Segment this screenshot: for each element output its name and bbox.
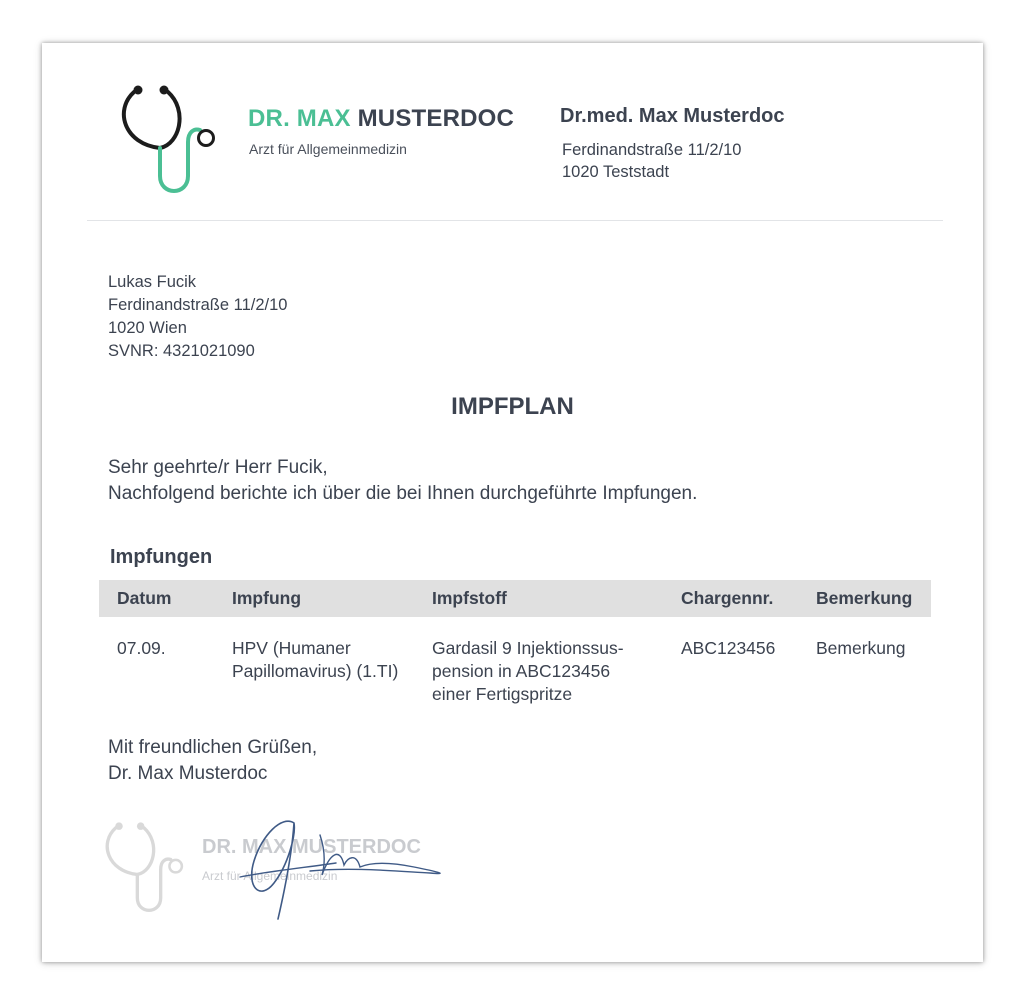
brand-dr: DR. MAX — [248, 105, 351, 132]
greeting — [108, 455, 697, 507]
cell-impfstoff-line: Gardasil 9 Injektionssus- — [432, 638, 624, 658]
greeting-salutation: Sehr geehrte/r Herr Fucik, — [108, 457, 328, 478]
recipient-name: Lukas Fucik — [108, 273, 197, 291]
recipient-city: 1020 Wien — [108, 319, 187, 337]
doctor-stamp — [104, 813, 444, 923]
doctor-address-street: Ferdinandstraße 11/2/10 — [562, 141, 742, 159]
column-header-bemerkung: Bemerkung — [816, 588, 913, 608]
header-divider — [87, 220, 943, 221]
cell-impfung-line: Papillomavirus) (1.TI) — [232, 661, 399, 681]
column-header-chargennr: Chargennr. — [681, 588, 774, 608]
vaccination-table — [99, 580, 931, 706]
letter-page — [42, 43, 983, 962]
table-row — [99, 617, 931, 706]
closing — [108, 735, 317, 787]
column-header-datum: Datum — [117, 588, 172, 608]
stamp-stethoscope-icon — [104, 817, 184, 917]
closing-signatory: Dr. Max Musterdoc — [108, 763, 268, 784]
cell-bemerkung: Bemerkung — [816, 638, 906, 658]
cell-impfung — [214, 617, 414, 706]
cell-chargennr: ABC123456 — [681, 638, 776, 658]
recipient-svnr: SVNR: 4321021090 — [108, 342, 255, 360]
doctor-name: Dr.med. Max Musterdoc — [560, 105, 785, 127]
section-title-vaccinations: Impfungen — [110, 546, 213, 568]
doctor-address-city: 1020 Teststadt — [562, 163, 670, 181]
brand-name: MUSTERDOC — [357, 105, 515, 132]
recipient-street: Ferdinandstraße 11/2/10 — [108, 296, 288, 314]
stamp-subtitle: Arzt für Allgemeinmedizin — [202, 869, 338, 883]
column-header-impfung: Impfung — [232, 588, 302, 608]
cell-impfstoff — [414, 617, 663, 706]
brand-logotype — [248, 105, 514, 133]
column-header-impfstoff: Impfstoff — [432, 588, 507, 608]
brand-subtitle: Arzt für Allgemeinmedizin — [249, 141, 407, 157]
doctor-address — [562, 139, 741, 183]
recipient-address — [108, 271, 287, 363]
closing-regards: Mit freundlichen Grüßen, — [108, 737, 318, 758]
stamp-brand: DR. MAX MUSTERDOC — [202, 836, 421, 858]
table-header-row — [99, 580, 931, 617]
cell-datum: 07.09. — [117, 638, 166, 658]
document-title: IMPFPLAN — [451, 393, 574, 420]
signature-mark — [224, 813, 444, 923]
stethoscope-icon — [120, 80, 216, 198]
cell-impfstoff-line: pension in ABC123456 — [432, 661, 611, 681]
cell-impfstoff-line: einer Fertigspritze — [432, 684, 573, 704]
greeting-intro: Nachfolgend berichte ich über die bei Ihnen durchgeführte Impfungen. — [108, 483, 698, 504]
cell-impfung-line: HPV (Humaner — [232, 638, 351, 658]
